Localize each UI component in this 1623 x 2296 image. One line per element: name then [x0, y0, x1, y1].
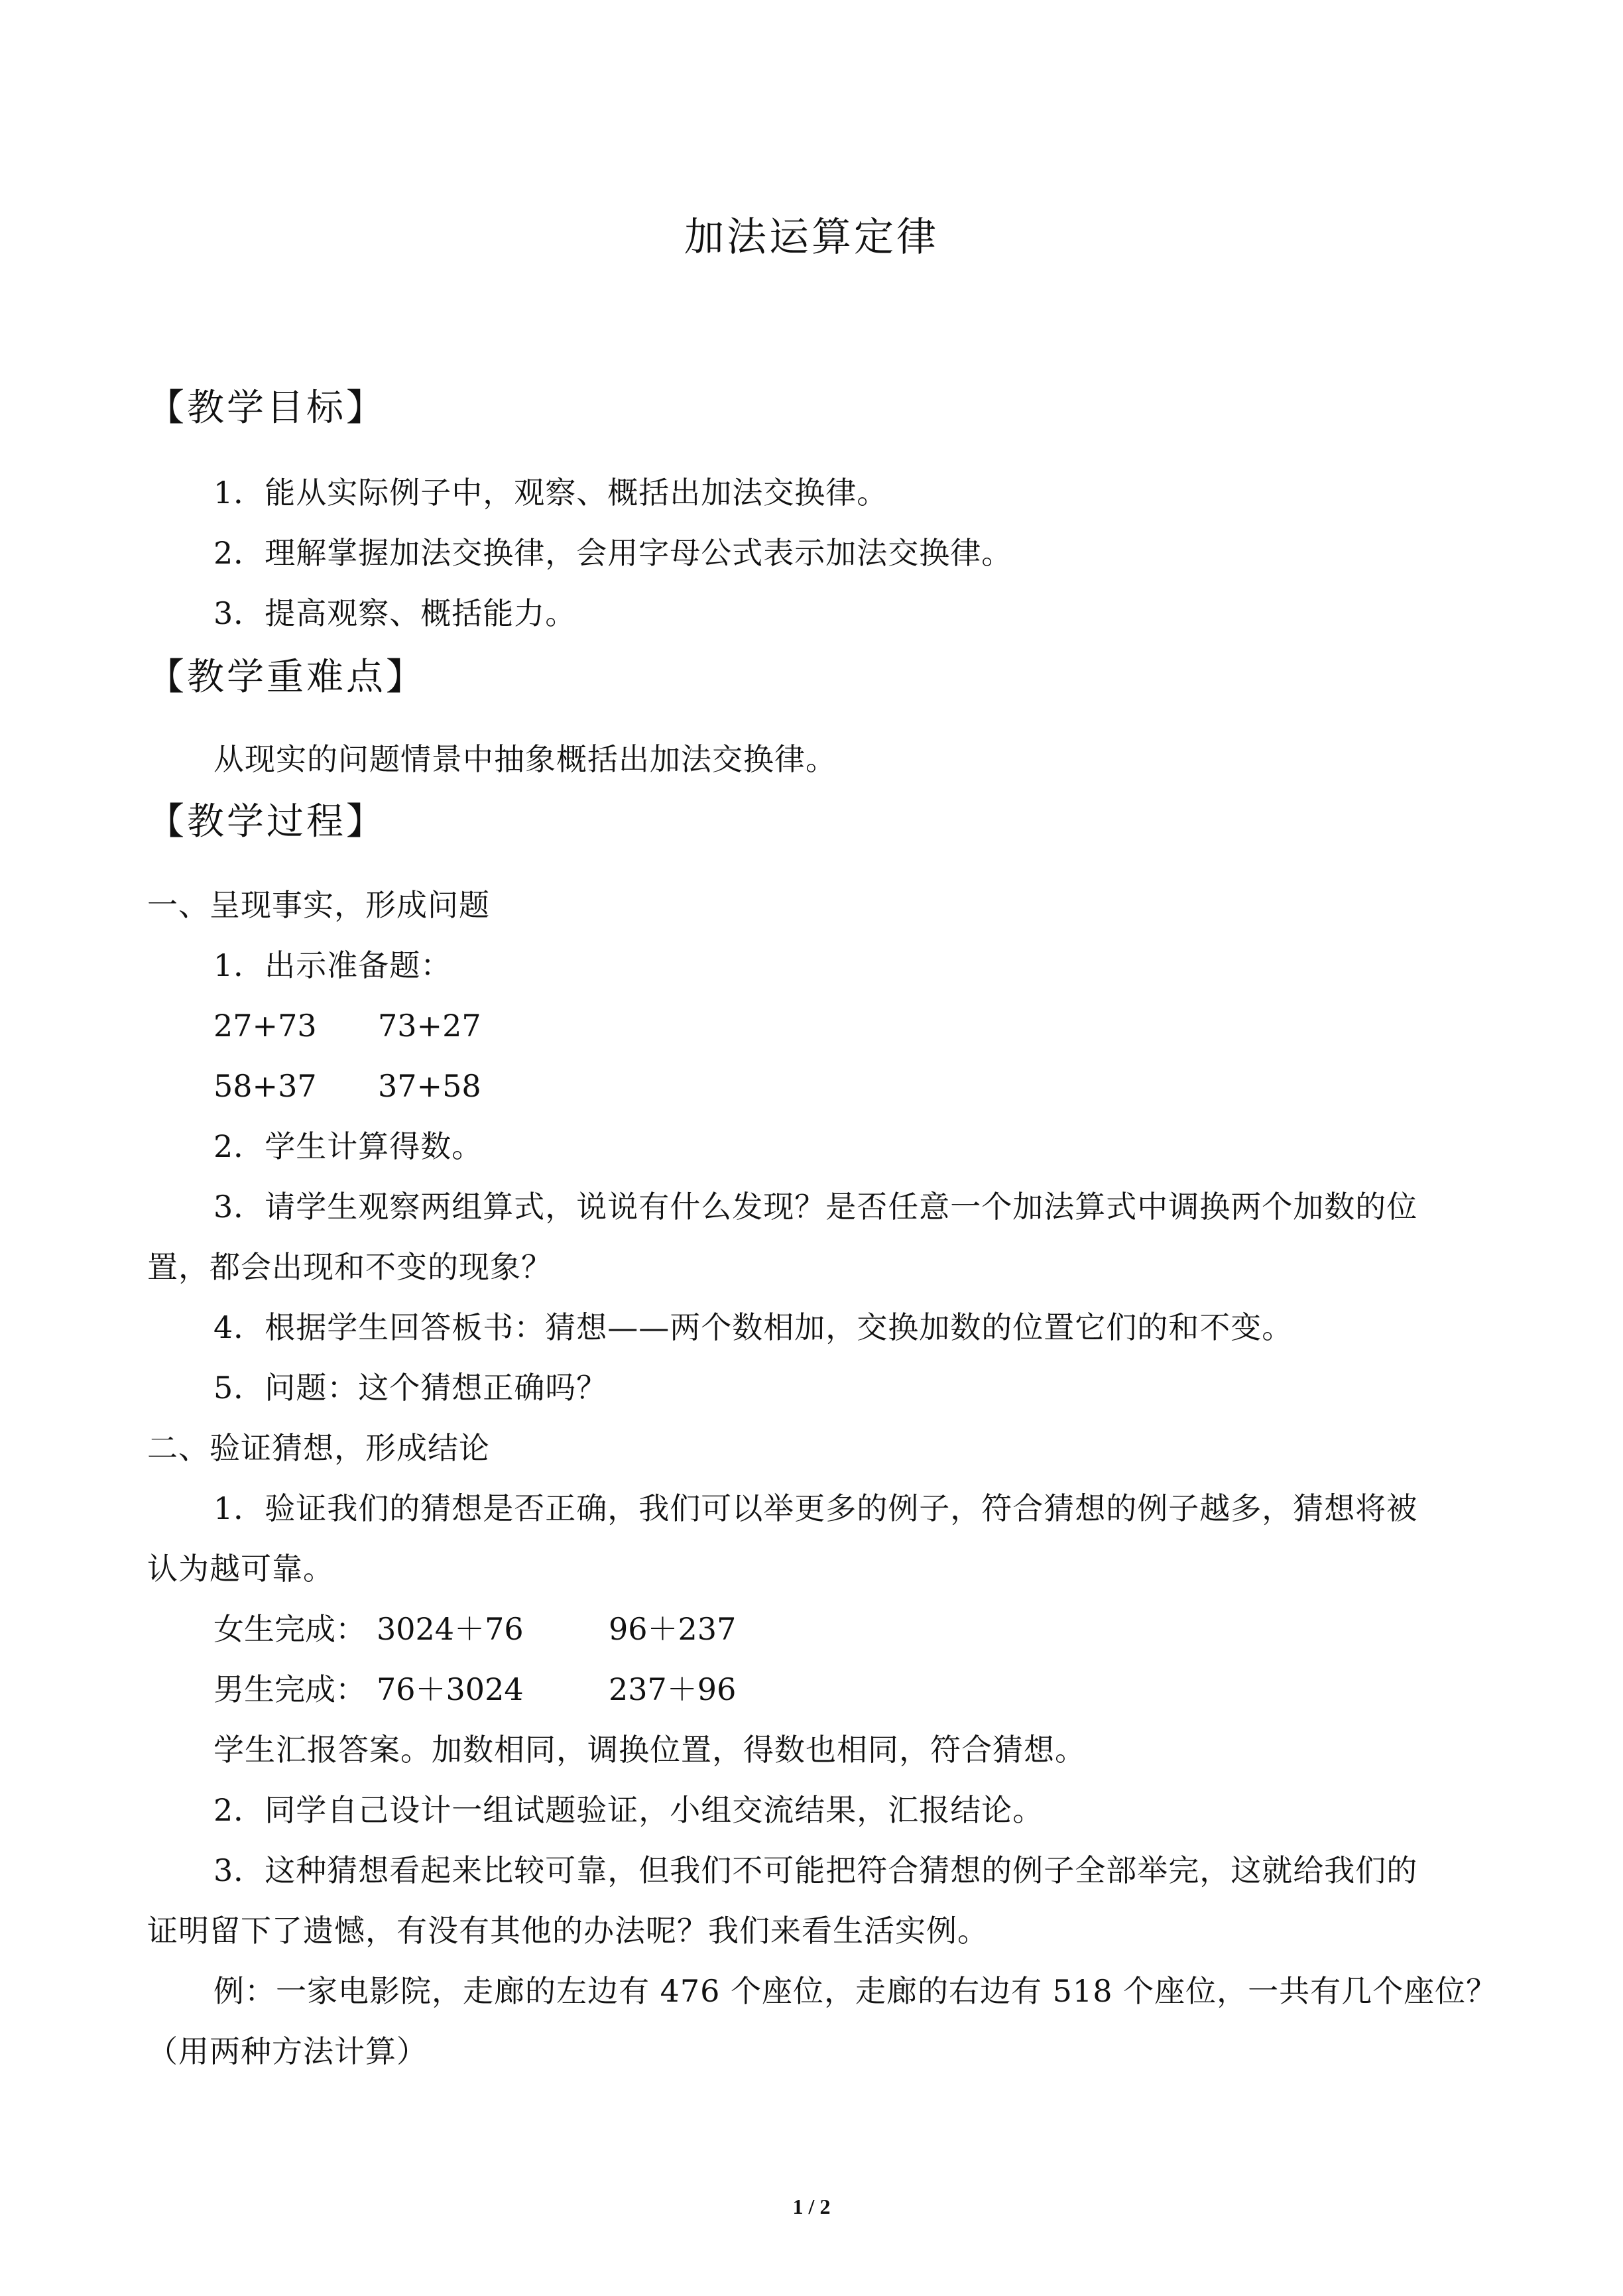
part1-step5: 5．问题：这个猜想正确吗？	[213, 1370, 608, 1406]
boys-label: 男生完成：	[213, 1671, 366, 1707]
keypoints-text: 从现实的问题情景中抽象概括出加法交换律。	[213, 741, 837, 777]
part1-step4: 4．根据学生回答板书：猜想——两个数相加，交换加数的位置它们的和不变。	[213, 1309, 1293, 1345]
girls-row	[213, 1608, 810, 1650]
section-heading-process: 【教学过程】	[147, 800, 386, 843]
math-expression: 27+73	[213, 1008, 317, 1044]
section-heading-goals: 【教学目标】	[147, 387, 386, 430]
part2-step3-line1: 3．这种猜想看起来比较可靠，但我们不可能把符合猜想的例子全部举完，这就给我们的	[213, 1852, 1418, 1888]
boys-row	[213, 1669, 810, 1710]
goal-item-2: 2．理解掌握加法交换律，会用字母公式表示加法交换律。	[213, 535, 1013, 571]
part1-step3-line2: 置，都会出现和不变的现象？	[147, 1249, 552, 1285]
part1-step3-line1: 3．请学生观察两组算式，说说有什么发现？是否任意一个加法算式中调换两个加数的位	[213, 1189, 1418, 1225]
part2-step1-line1: 1．验证我们的猜想是否正确，我们可以举更多的例子，符合猜想的例子越多，猜想将被	[213, 1490, 1418, 1526]
part2-report: 学生汇报答案。加数相同，调换位置，得数也相同，符合猜想。	[213, 1732, 1086, 1768]
math-expression: 3024＋76	[377, 1611, 524, 1647]
part1-step1: 1．出示准备题：	[213, 947, 452, 983]
section-heading-keypoints: 【教学重难点】	[147, 656, 426, 699]
math-row-1	[213, 1005, 611, 1046]
part1-title: 一、呈现事实，形成问题	[147, 887, 490, 923]
part1-step2: 2．学生计算得数。	[213, 1128, 483, 1164]
part2-step1-line2: 认为越可靠。	[147, 1551, 334, 1587]
math-expression: 73+27	[378, 1008, 481, 1044]
document-title: 加法运算定律	[684, 214, 939, 261]
part2-example-line1: 例：一家电影院，走廊的左边有 476 个座位，走廊的右边有 518 个座位，一共有几个座位？	[213, 1973, 1498, 2009]
page-number: 1 / 2	[792, 2195, 831, 2218]
math-expression: 76＋3024	[377, 1671, 524, 1707]
part2-example-line2: （用两种方法计算）	[147, 2033, 428, 2069]
part2-title: 二、验证猜想，形成结论	[147, 1430, 490, 1466]
part2-step3-line2: 证明留下了遗憾，有没有其他的办法呢？我们来看生活实例。	[147, 1913, 989, 1949]
goal-item-3: 3．提高观察、概括能力。	[213, 595, 577, 631]
math-expression: 37+58	[378, 1068, 481, 1104]
math-expression: 58+37	[213, 1068, 317, 1104]
math-expression: 96＋237	[609, 1611, 737, 1647]
part2-step2: 2．同学自己设计一组试题验证，小组交流结果，汇报结论。	[213, 1792, 1044, 1828]
goal-item-1: 1．能从实际例子中，观察、概括出加法交换律。	[213, 475, 888, 511]
math-row-2	[213, 1065, 611, 1107]
math-expression: 237＋96	[609, 1671, 737, 1707]
girls-label: 女生完成：	[213, 1611, 366, 1647]
